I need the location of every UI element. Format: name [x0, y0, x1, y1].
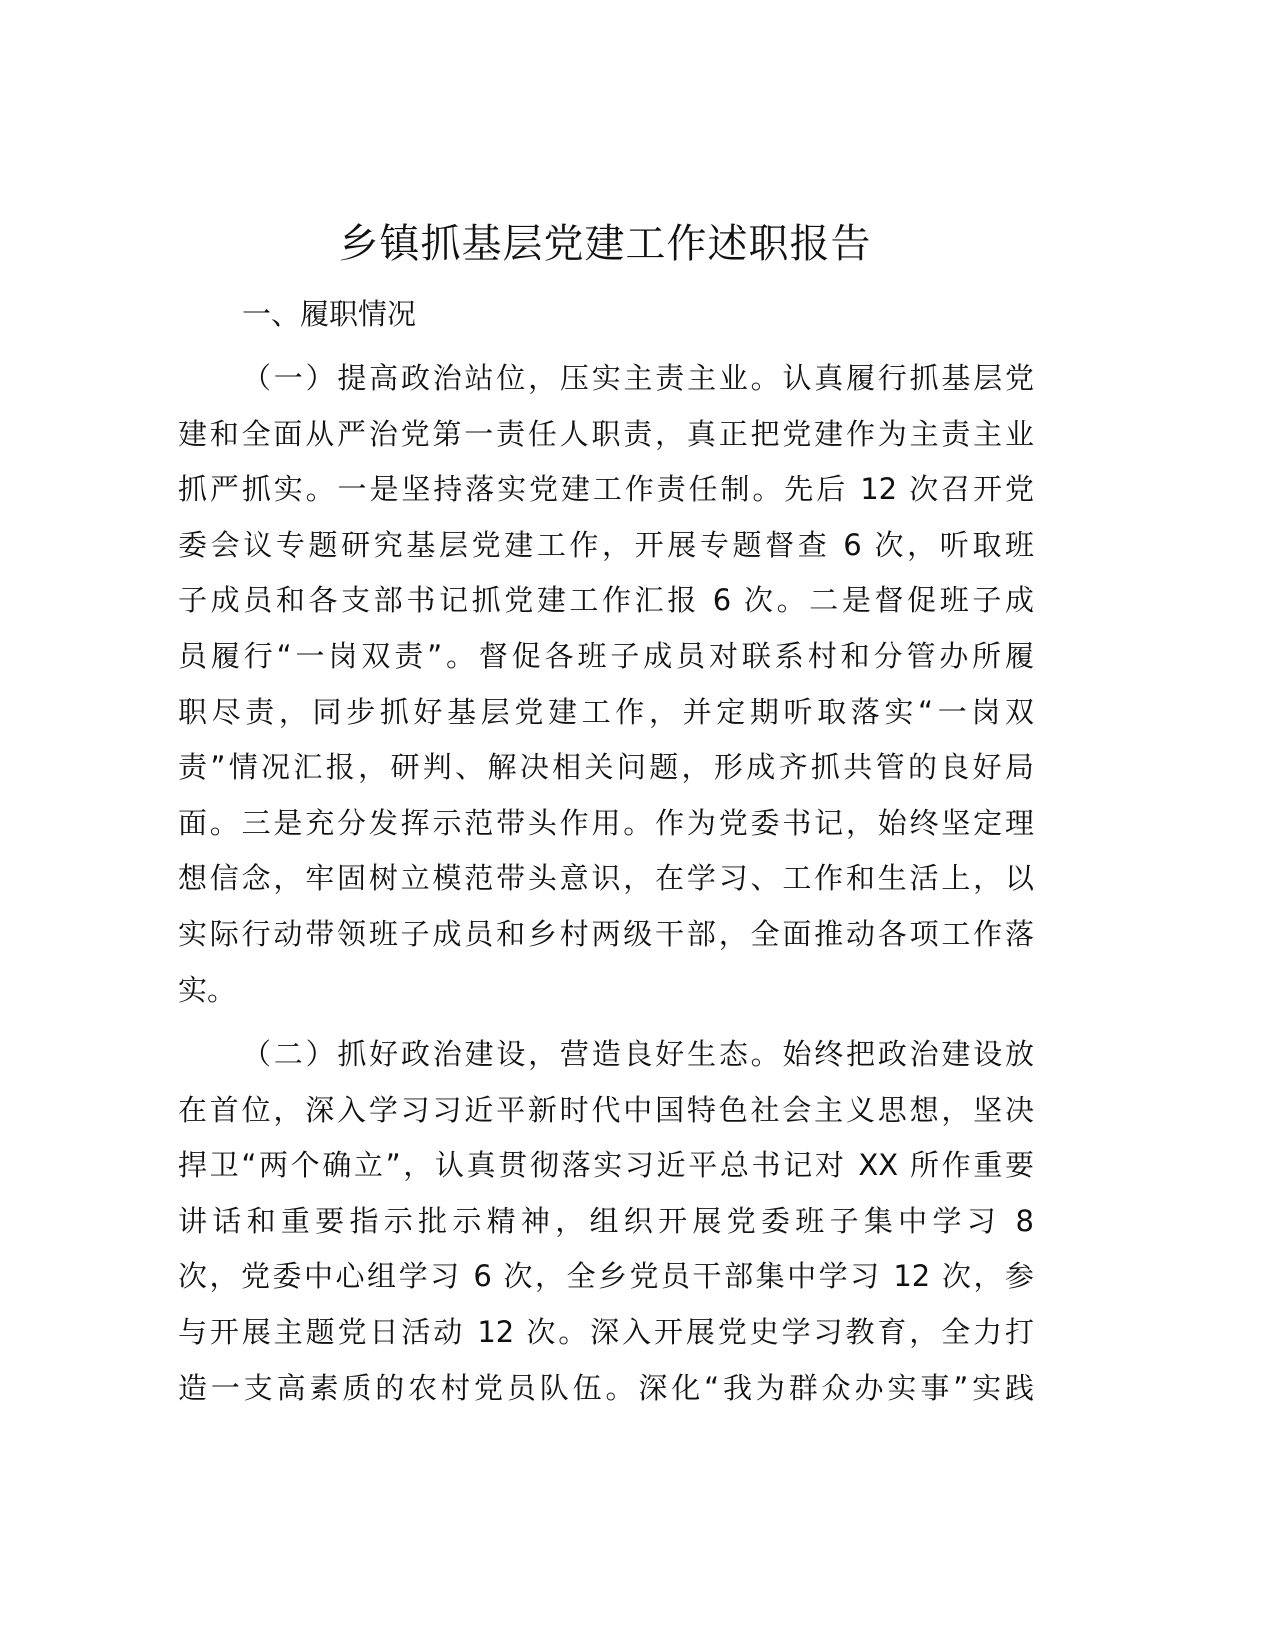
paragraph-1 [178, 351, 1034, 1018]
text-line: 次，党委中心组学习 6 次，全乡党员干部集中学习 12 次，参 [178, 1259, 1034, 1294]
text-line: （一）提高政治站位，压实主责主业。认真履行抓基层党 [242, 361, 1034, 395]
text-line: 抓严抓实。一是坚持落实党建工作责任制。先后 12 次召开党 [178, 472, 1034, 507]
text-line: 责”情况汇报，研判、解决相关问题，形成齐抓共管的良好局 [178, 750, 1034, 785]
text-line: 讲话和重要指示批示精神，组织开展党委班子集中学习 8 [178, 1203, 1034, 1238]
section-heading: 一、履职情况 [242, 297, 417, 331]
text-line: （二）抓好政治建设，营造良好生态。始终把政治建设放 [242, 1037, 1034, 1071]
text-line: 职尽责，同步抓好基层党建工作，并定期听取落实“一岗双 [178, 694, 1034, 729]
text-line: 与开展主题党日活动 12 次。深入开展党史学习教育，全力打 [178, 1314, 1034, 1349]
text-line: 面。三是充分发挥示范带头作用。作为党委书记，始终坚定理 [178, 805, 1034, 840]
text-line: 造一支高素质的农村党员队伍。深化“我为群众办实事”实践 [178, 1370, 1034, 1405]
text-line: 子成员和各支部书记抓党建工作汇报 6 次。二是督促班子成 [178, 583, 1034, 618]
text-line: 捍卫“两个确立”，认真贯彻落实习近平总书记对 XX 所作重要 [178, 1148, 1034, 1183]
text-line: 实。 [178, 972, 237, 1007]
paragraph-2 [178, 1027, 1034, 1416]
text-line: 建和全面从严治党第一责任人职责，真正把党建作为主责主业 [178, 416, 1034, 451]
document-title: 乡镇抓基层党建工作述职报告 [338, 221, 872, 267]
text-line: 想信念，牢固树立模范带头意识，在学习、工作和生活上，以 [178, 861, 1034, 896]
text-line: 委会议专题研究基层党建工作，开展专题督查 6 次，听取班 [178, 527, 1034, 562]
text-line: 员履行“一岗双责”。督促各班子成员对联系村和分管办所履 [178, 638, 1034, 673]
text-line: 在首位，深入学习习近平新时代中国特色社会主义思想，坚决 [178, 1092, 1034, 1127]
text-line: 实际行动带领班子成员和乡村两级干部，全面推动各项工作落 [178, 916, 1034, 951]
